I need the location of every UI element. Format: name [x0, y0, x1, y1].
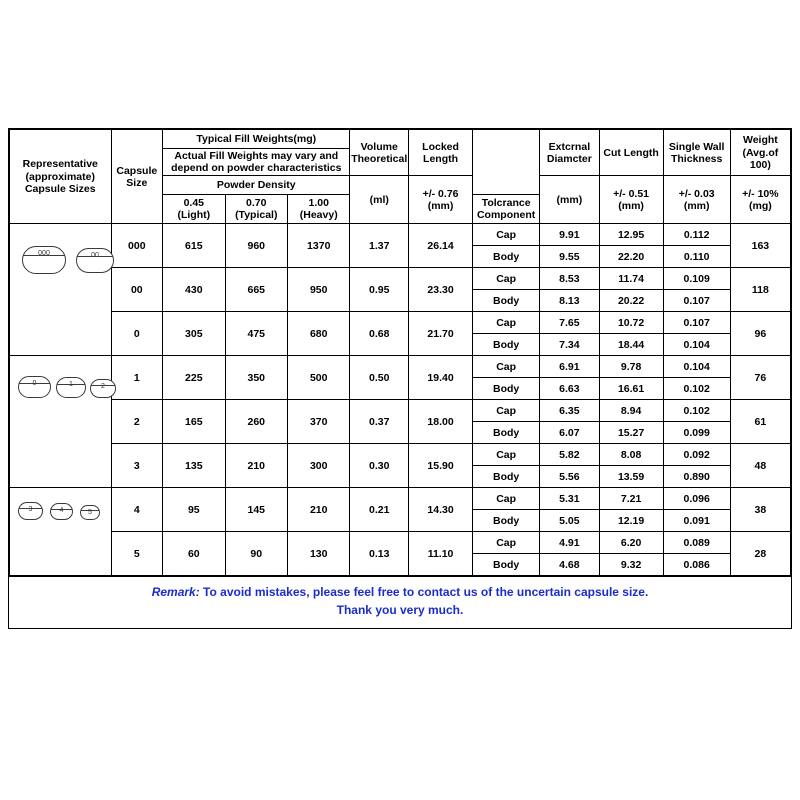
capsule-icon-00 — [76, 248, 114, 273]
header-weight-line3: 100) — [749, 158, 771, 171]
cell-weight: 48 — [730, 444, 790, 488]
table-row — [10, 224, 791, 246]
capsule-art-group-medium — [10, 356, 112, 488]
cell-fill-light: 305 — [163, 312, 225, 356]
header-typical-fill-weights: Typical Fill Weights(mg) — [163, 130, 350, 149]
capsule-illustration-small — [10, 488, 111, 575]
header-external-unit: (mm) — [540, 176, 599, 224]
cell-capsule-size: 5 — [111, 532, 163, 576]
cell-weight: 118 — [730, 268, 790, 312]
cell-cap-wall-thickness: 0.089 — [663, 532, 730, 554]
cell-body-cut-length: 20.22 — [599, 290, 663, 312]
header-wall-unit: (mm) — [683, 199, 710, 212]
cell-locked-length: 26.14 — [409, 224, 473, 268]
table-row — [10, 312, 791, 334]
header-density-100-label: (Heavy) — [299, 209, 338, 222]
cell-cap-wall-thickness: 0.092 — [663, 444, 730, 466]
cell-fill-typical: 260 — [225, 400, 287, 444]
capsule-illustration-large — [10, 224, 111, 355]
cell-cap-cut-length: 11.74 — [599, 268, 663, 290]
cell-body-cut-length: 12.19 — [599, 510, 663, 532]
header-density-100-value: 1.00 — [308, 197, 329, 210]
header-density-070 — [225, 195, 287, 224]
cell-body-cut-length: 15.27 — [599, 422, 663, 444]
header-capsule-size-line1: Capsule — [116, 164, 158, 177]
cell-fill-heavy: 680 — [288, 312, 350, 356]
cell-fill-light: 95 — [163, 488, 225, 532]
capsule-icon-3 — [18, 502, 43, 520]
header-locked-line1: Locked — [422, 140, 459, 153]
header-volume-line2: Theoretical — [351, 152, 408, 165]
table-row — [10, 532, 791, 554]
cell-component-cap: Cap — [473, 268, 540, 290]
cell-component-body: Body — [473, 246, 540, 268]
header-powder-density: Powder Density — [163, 176, 350, 195]
remark-label: Remark: — [151, 585, 200, 600]
header-tolerance-line2: Component — [476, 209, 536, 222]
capsule-label-5: 5 — [88, 509, 92, 517]
capsule-icon-2 — [90, 379, 116, 398]
header-locked-line2: Length — [423, 152, 459, 165]
cell-body-wall-thickness: 0.086 — [663, 554, 730, 576]
cell-cap-external-diameter: 8.53 — [540, 268, 599, 290]
header-external-line1: Extcrnal — [548, 140, 591, 153]
cell-body-cut-length: 9.32 — [599, 554, 663, 576]
cell-body-wall-thickness: 0.110 — [663, 246, 730, 268]
cell-fill-typical: 350 — [225, 356, 287, 400]
cell-fill-typical: 665 — [225, 268, 287, 312]
header-weight-tol: +/- 10% — [742, 187, 779, 200]
header-locked-length — [409, 130, 473, 176]
header-density-045 — [163, 195, 225, 224]
capsule-icon-4 — [50, 503, 73, 520]
cell-capsule-size: 1 — [111, 356, 163, 400]
capsule-icon-0 — [18, 376, 51, 398]
cell-cap-wall-thickness: 0.107 — [663, 312, 730, 334]
capsule-label-1: 1 — [69, 381, 73, 389]
cell-component-cap: Cap — [473, 532, 540, 554]
table-row — [10, 488, 791, 510]
remark-section — [9, 576, 791, 628]
header-wall-tolerance — [663, 176, 730, 224]
cell-cap-external-diameter: 6.91 — [540, 356, 599, 378]
cell-body-external-diameter: 6.07 — [540, 422, 599, 444]
header-locked-unit: (mm) — [427, 199, 454, 212]
cell-body-cut-length: 13.59 — [599, 466, 663, 488]
cell-fill-light: 60 — [163, 532, 225, 576]
cell-cap-external-diameter: 9.91 — [540, 224, 599, 246]
cell-fill-heavy: 370 — [288, 400, 350, 444]
cell-cap-wall-thickness: 0.096 — [663, 488, 730, 510]
header-external-line2: Diamcter — [546, 152, 592, 165]
cell-cap-cut-length: 12.95 — [599, 224, 663, 246]
cell-cap-wall-thickness: 0.104 — [663, 356, 730, 378]
cell-body-wall-thickness: 0.099 — [663, 422, 730, 444]
header-cut-length: Cut Length — [599, 130, 663, 176]
cell-capsule-size: 3 — [111, 444, 163, 488]
capsule-illustration-medium — [10, 356, 111, 487]
cell-volume: 0.50 — [350, 356, 409, 400]
cell-fill-typical: 145 — [225, 488, 287, 532]
cell-locked-length: 23.30 — [409, 268, 473, 312]
cell-fill-heavy: 500 — [288, 356, 350, 400]
table-row — [10, 444, 791, 466]
cell-weight: 96 — [730, 312, 790, 356]
capsule-label-2: 2 — [101, 383, 105, 391]
table-row — [10, 356, 791, 378]
header-weight-tolerance — [730, 176, 790, 224]
cell-volume: 0.95 — [350, 268, 409, 312]
cell-cap-cut-length: 9.78 — [599, 356, 663, 378]
cell-fill-light: 165 — [163, 400, 225, 444]
cell-cap-wall-thickness: 0.112 — [663, 224, 730, 246]
capsule-label-00: 00 — [91, 252, 99, 260]
cell-body-external-diameter: 8.13 — [540, 290, 599, 312]
header-representative-line3: Capsule Sizes — [24, 182, 96, 195]
cell-cap-external-diameter: 5.82 — [540, 444, 599, 466]
header-volume-unit: (ml) — [350, 176, 409, 224]
cell-fill-heavy: 1370 — [288, 224, 350, 268]
cell-fill-light: 135 — [163, 444, 225, 488]
cell-body-wall-thickness: 0.102 — [663, 378, 730, 400]
capsule-size-table-container — [8, 128, 792, 629]
capsule-label-0: 0 — [32, 380, 37, 388]
capsule-icon-000 — [22, 246, 66, 274]
capsule-label-4: 4 — [59, 507, 64, 515]
cell-cap-cut-length: 6.20 — [599, 532, 663, 554]
cell-capsule-size: 0 — [111, 312, 163, 356]
capsule-art-group-small — [10, 488, 112, 576]
cell-weight: 76 — [730, 356, 790, 400]
header-weight-line1: Weight — [742, 134, 778, 147]
cell-component-body: Body — [473, 554, 540, 576]
cell-body-cut-length: 18.44 — [599, 334, 663, 356]
table-row — [10, 400, 791, 422]
header-tolerance-spacer — [473, 130, 540, 195]
header-cut-unit: (mm) — [618, 199, 644, 212]
header-locked-tol: +/- 0.76 — [422, 187, 459, 200]
header-row-1 — [10, 130, 791, 149]
cell-body-external-diameter: 5.05 — [540, 510, 599, 532]
cell-component-cap: Cap — [473, 312, 540, 334]
cell-body-external-diameter: 4.68 — [540, 554, 599, 576]
cell-cap-external-diameter: 7.65 — [540, 312, 599, 334]
cell-capsule-size: 4 — [111, 488, 163, 532]
header-fill-weights-note: Actual Fill Weights may vary and depend on powder characteristics — [163, 149, 350, 176]
cell-fill-typical: 960 — [225, 224, 287, 268]
header-single-wall-line1: Single Wall — [668, 140, 725, 153]
cell-component-cap: Cap — [473, 224, 540, 246]
cell-body-cut-length: 22.20 — [599, 246, 663, 268]
remark-thanks: Thank you very much. — [336, 602, 464, 617]
cell-cap-cut-length: 8.08 — [599, 444, 663, 466]
capsule-label-3: 3 — [28, 506, 33, 514]
header-locked-tolerance — [409, 176, 473, 224]
header-tolerance-line1: Tolcrance — [481, 197, 531, 210]
capsule-label-000: 000 — [38, 250, 50, 258]
cell-body-external-diameter: 5.56 — [540, 466, 599, 488]
header-single-wall-thickness — [663, 130, 730, 176]
cell-fill-typical: 475 — [225, 312, 287, 356]
cell-cap-cut-length: 8.94 — [599, 400, 663, 422]
cell-component-body: Body — [473, 290, 540, 312]
cell-weight: 28 — [730, 532, 790, 576]
header-density-045-value: 0.45 — [183, 197, 205, 210]
cell-volume: 0.68 — [350, 312, 409, 356]
cell-locked-length: 11.10 — [409, 532, 473, 576]
cell-cap-cut-length: 10.72 — [599, 312, 663, 334]
cell-locked-length: 14.30 — [409, 488, 473, 532]
header-capsule-size — [111, 130, 163, 224]
header-capsule-size-line2: Size — [126, 176, 148, 189]
cell-body-cut-length: 16.61 — [599, 378, 663, 400]
header-density-045-label: (Light) — [177, 209, 211, 222]
cell-capsule-size: 000 — [111, 224, 163, 268]
cell-cap-external-diameter: 4.91 — [540, 532, 599, 554]
cell-component-cap: Cap — [473, 356, 540, 378]
header-wall-tol: +/- 0.03 — [678, 187, 715, 200]
cell-fill-light: 430 — [163, 268, 225, 312]
capsule-art-group-large — [10, 224, 112, 356]
header-external-diameter — [540, 130, 599, 176]
cell-capsule-size: 00 — [111, 268, 163, 312]
cell-cap-wall-thickness: 0.109 — [663, 268, 730, 290]
header-single-wall-line2: Thickness — [670, 152, 723, 165]
cell-locked-length: 18.00 — [409, 400, 473, 444]
cell-volume: 0.13 — [350, 532, 409, 576]
header-cut-tolerance — [599, 176, 663, 224]
cell-cap-external-diameter: 5.31 — [540, 488, 599, 510]
cell-weight: 38 — [730, 488, 790, 532]
header-volume-theoretical — [350, 130, 409, 176]
cell-volume: 0.21 — [350, 488, 409, 532]
cell-component-body: Body — [473, 422, 540, 444]
cell-locked-length: 19.40 — [409, 356, 473, 400]
cell-cap-external-diameter: 6.35 — [540, 400, 599, 422]
cell-component-body: Body — [473, 466, 540, 488]
header-representative-line2: (approximate) — [25, 170, 95, 183]
header-representative-line1: Representative — [22, 158, 98, 171]
cell-body-wall-thickness: 0.107 — [663, 290, 730, 312]
cell-fill-heavy: 950 — [288, 268, 350, 312]
cell-weight: 163 — [730, 224, 790, 268]
cell-weight: 61 — [730, 400, 790, 444]
cell-fill-light: 615 — [163, 224, 225, 268]
cell-component-cap: Cap — [473, 488, 540, 510]
cell-locked-length: 15.90 — [409, 444, 473, 488]
header-representative-capsule-sizes — [10, 130, 112, 224]
cell-body-external-diameter: 6.63 — [540, 378, 599, 400]
header-density-070-label: (Typical) — [235, 209, 278, 222]
cell-cap-cut-length: 7.21 — [599, 488, 663, 510]
cell-body-wall-thickness: 0.091 — [663, 510, 730, 532]
header-cut-tol: +/- 0.51 — [613, 187, 650, 200]
remark-text: To avoid mistakes, please feel free to contact us of the uncertain capsule size. — [199, 585, 649, 600]
header-density-070-value: 0.70 — [246, 197, 267, 210]
header-weight-avg — [730, 130, 790, 176]
cell-fill-heavy: 210 — [288, 488, 350, 532]
header-tolerance-component — [473, 195, 540, 224]
cell-component-body: Body — [473, 378, 540, 400]
cell-cap-wall-thickness: 0.102 — [663, 400, 730, 422]
capsule-icon-1 — [56, 377, 86, 398]
cell-body-external-diameter: 7.34 — [540, 334, 599, 356]
capsule-icon-5 — [80, 505, 100, 520]
cell-component-cap: Cap — [473, 400, 540, 422]
cell-fill-heavy: 130 — [288, 532, 350, 576]
header-weight-line2: (Avg.of — [742, 146, 779, 159]
table-row — [10, 268, 791, 290]
capsule-size-table — [9, 129, 791, 576]
cell-volume: 1.37 — [350, 224, 409, 268]
cell-locked-length: 21.70 — [409, 312, 473, 356]
cell-fill-typical: 210 — [225, 444, 287, 488]
header-weight-unit: (mg) — [749, 199, 772, 212]
cell-volume: 0.30 — [350, 444, 409, 488]
cell-volume: 0.37 — [350, 400, 409, 444]
header-density-100 — [288, 195, 350, 224]
cell-capsule-size: 2 — [111, 400, 163, 444]
cell-component-body: Body — [473, 334, 540, 356]
cell-component-cap: Cap — [473, 444, 540, 466]
cell-fill-typical: 90 — [225, 532, 287, 576]
cell-fill-light: 225 — [163, 356, 225, 400]
cell-body-wall-thickness: 0.104 — [663, 334, 730, 356]
cell-fill-heavy: 300 — [288, 444, 350, 488]
header-volume-line1: Volume — [360, 140, 398, 153]
cell-body-wall-thickness: 0.890 — [663, 466, 730, 488]
cell-body-external-diameter: 9.55 — [540, 246, 599, 268]
cell-component-body: Body — [473, 510, 540, 532]
